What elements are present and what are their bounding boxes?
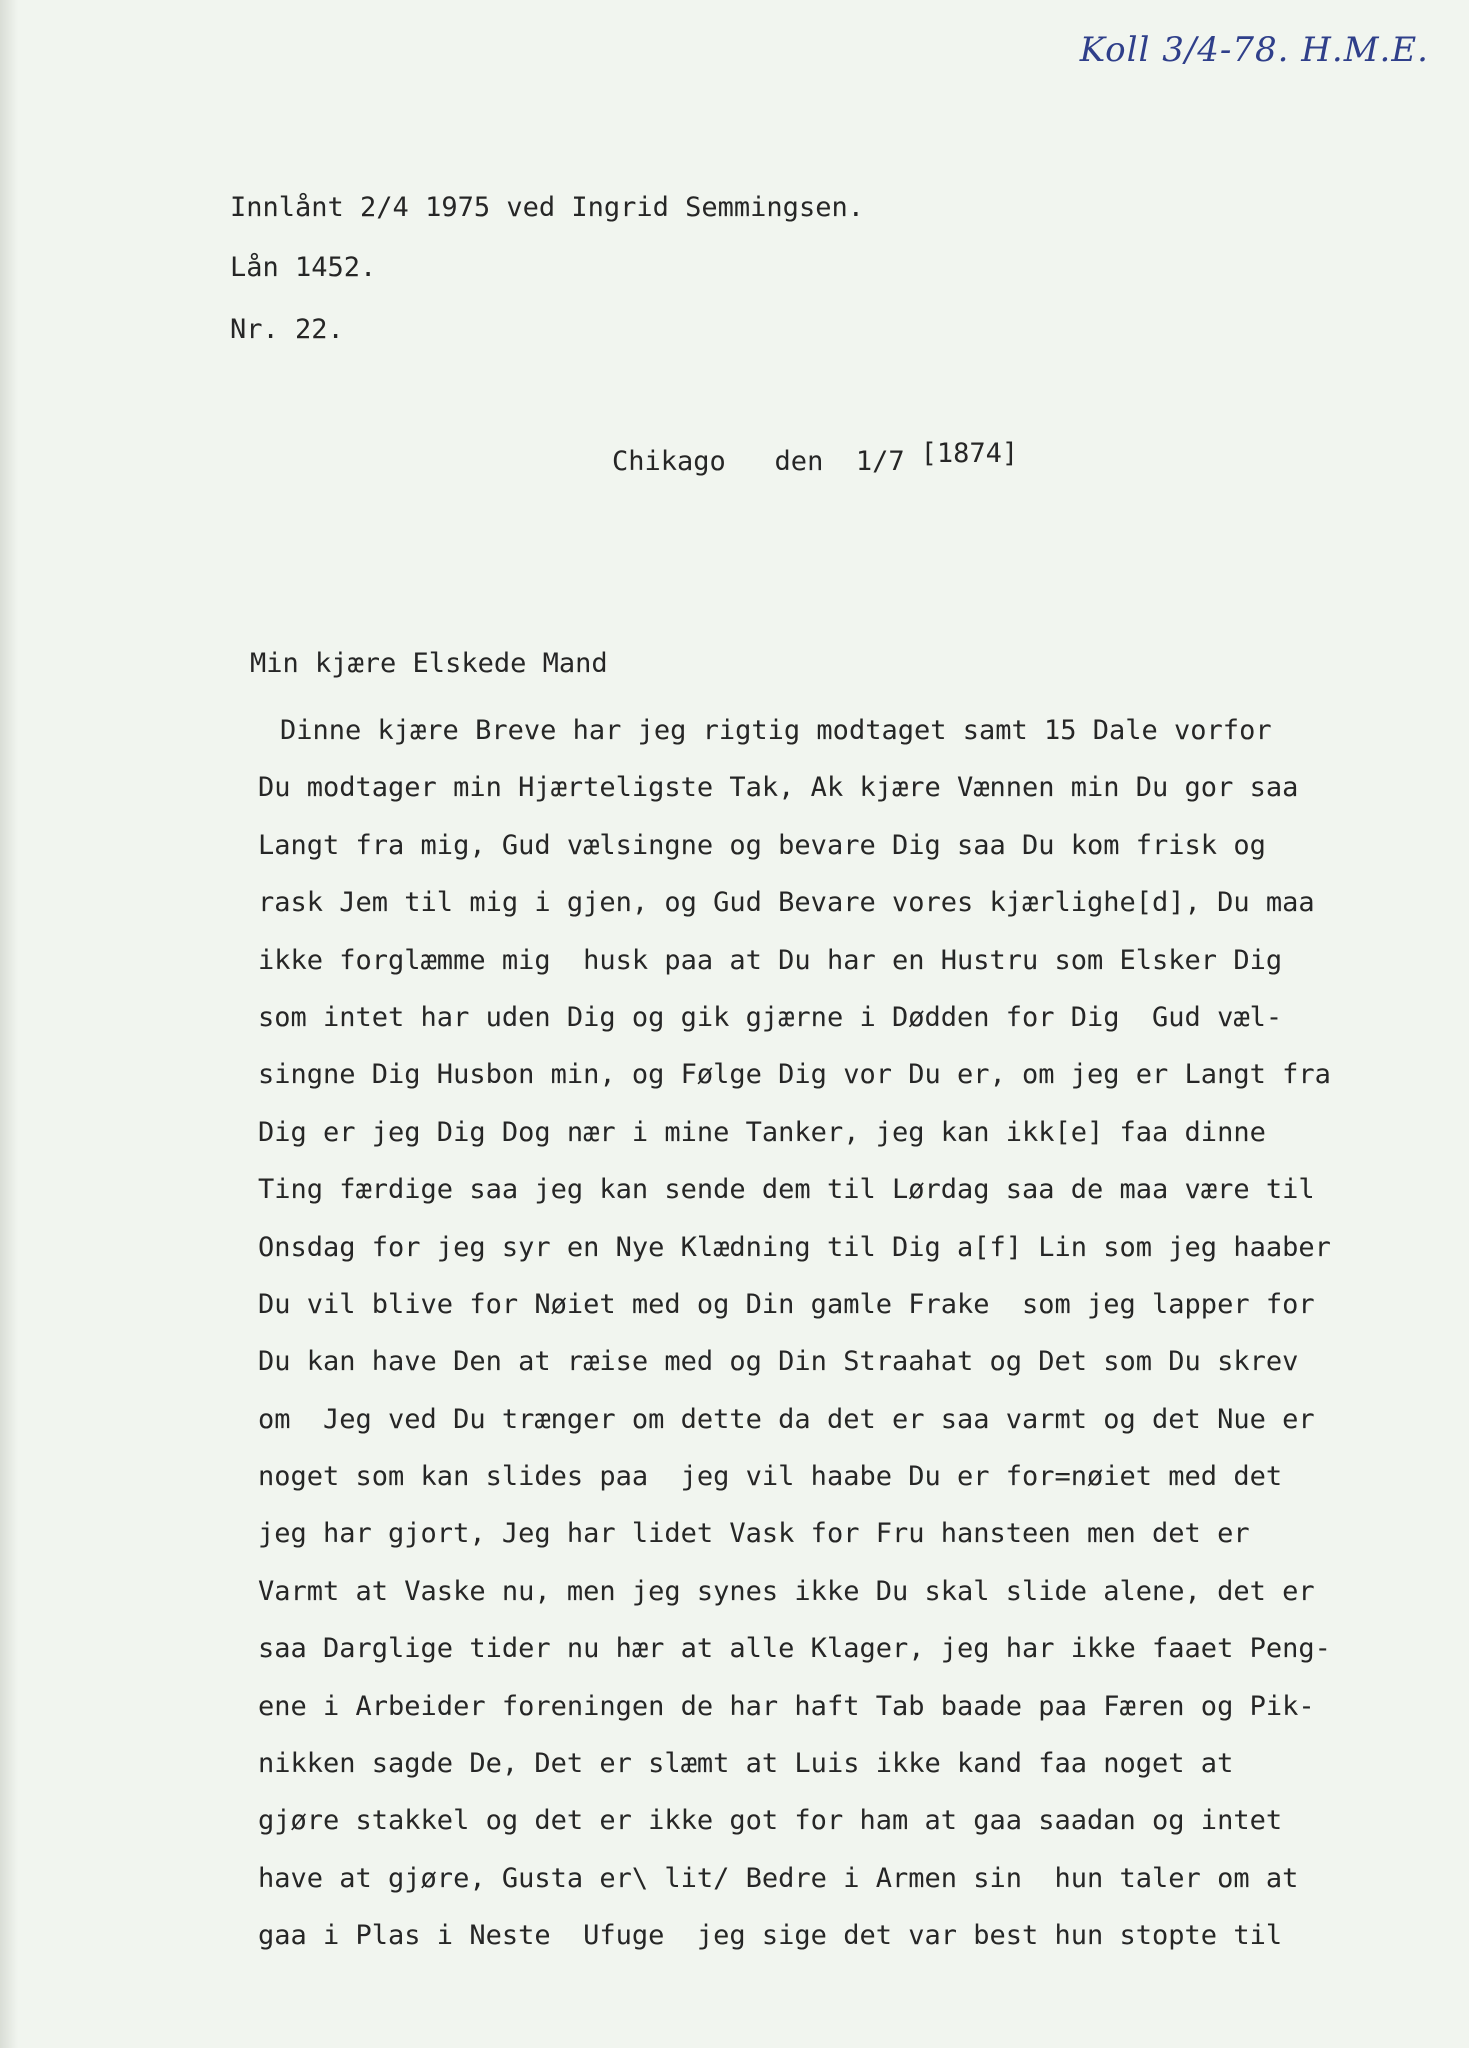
letter-line: Dinne kjære Breve har jeg rigtig modtaget samt 15 Dale vorfor xyxy=(280,715,1272,746)
letter-line: Dig er jeg Dig Dog nær i mine Tanker, jeg kan ikk[e] faa dinne xyxy=(258,1116,1266,1148)
letter-body xyxy=(258,702,1418,1965)
letter-line: gjøre stakkel og det er ikke got for ham at gaa saadan og intet xyxy=(258,1805,1283,1837)
letter-line: ikke forglæmme mig husk paa at Du har en Hustru som Elsker Dig xyxy=(258,944,1283,976)
letter-line: gaa i Plas i Neste Ufuge jeg sige det var best hun stopte til xyxy=(258,1920,1283,1952)
item-number: Nr. 22. xyxy=(230,314,344,345)
letter-line: Langt fra mig, Gud vælsingne og bevare Dig saa Du kom frisk og xyxy=(258,829,1266,861)
letter-place-date xyxy=(612,438,1019,477)
letter-line: om Jeg ved Du trænger om dette da det er saa varmt og det Nue er xyxy=(258,1403,1315,1435)
letter-line: som intet har uden Dig og gik gjærne i Dødden for Dig Gud væl- xyxy=(258,1001,1283,1033)
letter-line: ene i Arbeider foreningen de har haft Tab baade paa Færen og Pik- xyxy=(258,1690,1315,1722)
letter-line: Varmt at Vaske nu, men jeg synes ikke Du skal slide alene, det er xyxy=(258,1575,1315,1607)
letter-line: Ting færdige saa jeg kan sende dem til Lørdag saa de maa være til xyxy=(258,1174,1315,1206)
letter-line: Du kan have Den at ræise med og Din Straahat og Det som Du skrev xyxy=(258,1346,1299,1378)
scan-edge-shadow xyxy=(0,0,18,2048)
letter-line: nikken sagde De, Det er slæmt at Luis ikke kand faa noget at xyxy=(258,1748,1234,1780)
letter-line: Du modtager min Hjærteligste Tak, Ak kjære Vænnen min Du gor saa xyxy=(258,772,1299,804)
year-bracket: [1874] xyxy=(920,438,1019,469)
letter-line: Onsdag for jeg syr en Nye Klædning til Dig a[f] Lin som jeg haaber xyxy=(258,1231,1331,1263)
letter-line: rask Jem til mig i gjen, og Gud Bevare vores kjærlighe[d], Du maa xyxy=(258,887,1315,919)
letter-line: have at gjøre, Gusta er\ lit/ Bedre i Armen sin hun taler om at xyxy=(258,1862,1299,1894)
letter-salutation: Min kjære Elskede Mand xyxy=(250,648,608,679)
letter-line: singne Dig Husbon min, og Følge Dig vor Du er, om jeg er Langt fra xyxy=(258,1059,1331,1091)
place-date-text: Chikago den 1/7 xyxy=(612,446,905,477)
letter-line: saa Darglige tider nu hær at alle Klager, jeg har ikke faaet Peng- xyxy=(258,1633,1331,1665)
loan-number: Lån 1452. xyxy=(230,252,377,283)
letter-line: jeg har gjort, Jeg har lidet Vask for Fru hansteen men det er xyxy=(258,1518,1250,1550)
letter-line: noget som kan slides paa jeg vil haabe Du er for=nøiet med det xyxy=(258,1461,1283,1493)
archive-handwritten-note: Koll 3/4-78. H.M.E. xyxy=(1079,30,1429,70)
loan-info: Innlånt 2/4 1975 ved Ingrid Semmingsen. xyxy=(230,192,864,223)
letter-line: Du vil blive for Nøiet med og Din gamle Frake som jeg lapper for xyxy=(258,1288,1315,1320)
